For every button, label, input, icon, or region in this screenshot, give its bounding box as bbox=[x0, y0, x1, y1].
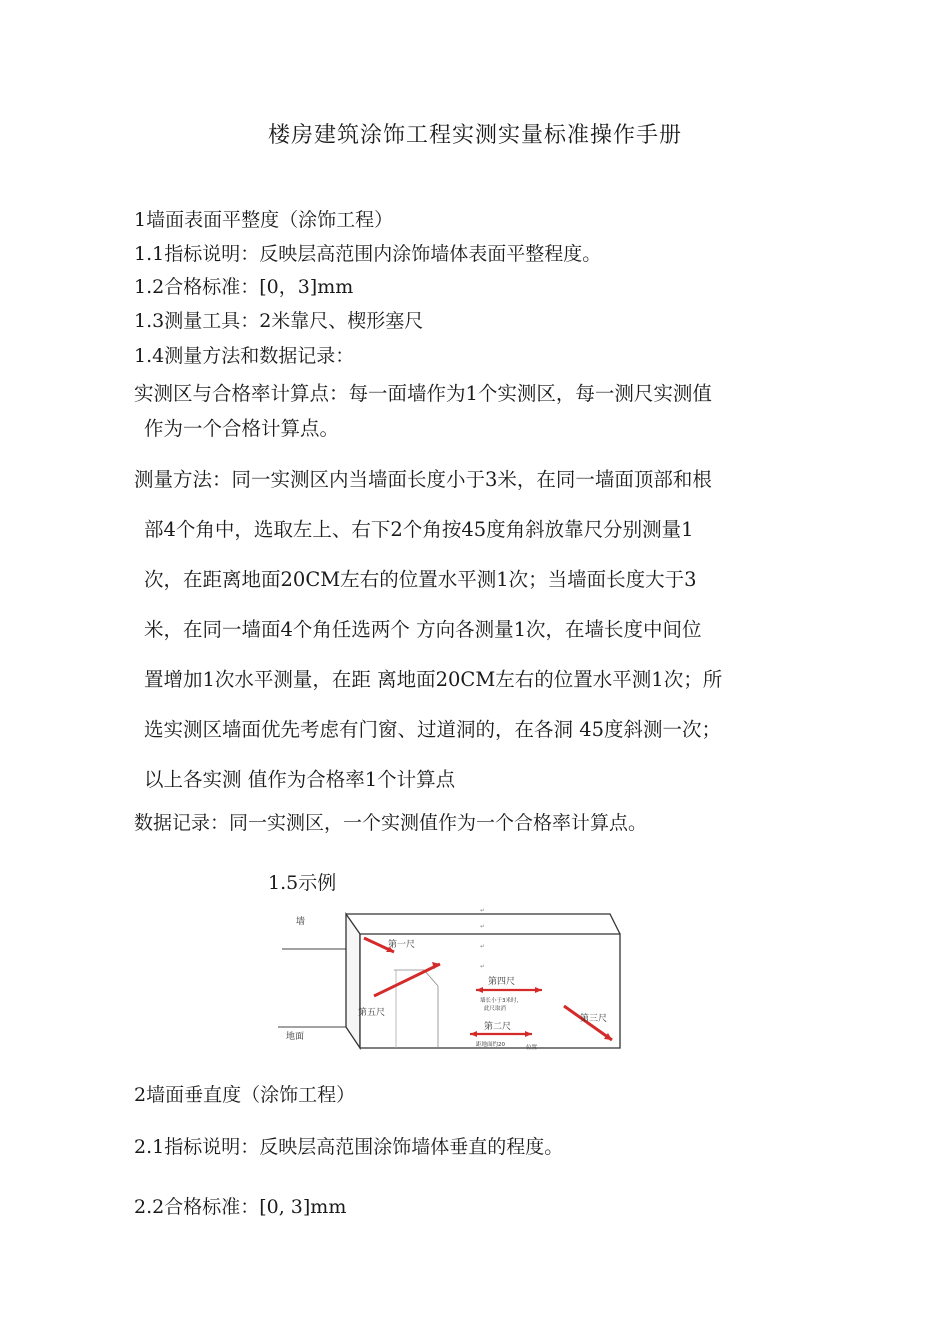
ruler-1-label: 第一尺 bbox=[388, 940, 416, 950]
calc-point-paragraph bbox=[134, 376, 824, 446]
section-1-heading: 1墙面表面平整度（涂饰工程） bbox=[134, 209, 394, 231]
method-line: 以上各实测 值作为合格率1个计算点 bbox=[144, 768, 456, 791]
item-1-2: 1.2合格标准：[0，3]mm bbox=[134, 276, 354, 298]
example-heading: 1.5示例 bbox=[268, 872, 337, 894]
return-mark: ↵ bbox=[480, 923, 486, 930]
return-mark: ↵ bbox=[480, 907, 486, 914]
ruler-3-label: 第三尺 bbox=[580, 1014, 608, 1024]
note-line-4: 位置 bbox=[526, 1045, 538, 1051]
calc-point-line-2: 作为一个合格计算点。 bbox=[144, 417, 340, 440]
method-line: 测量方法：同一实测区内当墙面长度小于3米，在同一墙面顶部和根 bbox=[134, 468, 712, 491]
method-line: 次，在距离地面20CM左右的位置水平测1次；当墙面长度大于3 bbox=[144, 568, 697, 591]
item-2-2: 2.2合格标准：[0, 3]mm bbox=[134, 1196, 347, 1218]
document-title: 楼房建筑涂饰工程实测实量标准操作手册 bbox=[267, 123, 682, 148]
item-1-4: 1.4测量方法和数据记录： bbox=[134, 345, 355, 367]
floor-label: 地面 bbox=[286, 1032, 305, 1042]
data-record-line: 数据记录：同一实测区，一个实测值作为一个合格率计算点。 bbox=[134, 812, 648, 834]
method-line: 选实测区墙面优先考虑有门窗、过道洞的，在各洞 45度斜测一次； bbox=[144, 718, 722, 741]
note-line-1: 墙长小于3米时， bbox=[480, 998, 522, 1004]
ruler-4-label: 第四尺 bbox=[488, 977, 516, 987]
wall-label: 墙 bbox=[296, 917, 306, 927]
wall-side-face bbox=[346, 914, 360, 1048]
method-line: 置增加1次水平测量，在距 离地面20CM左右的位置水平测1次；所 bbox=[144, 668, 723, 691]
item-1-3: 1.3测量工具：2米靠尺、楔形塞尺 bbox=[134, 310, 424, 332]
method-line: 米，在同一墙面4个角任选两个 方向各测量1次，在墙长度中间位 bbox=[144, 618, 702, 641]
method-paragraph bbox=[134, 455, 824, 805]
note-line-3: 距地面约20 bbox=[476, 1042, 505, 1048]
ruler-2-label: 第二尺 bbox=[484, 1022, 512, 1032]
return-mark: ↵ bbox=[480, 943, 486, 950]
ruler-5-label: 第五尺 bbox=[358, 1008, 386, 1018]
method-line: 部4个角中，选取左上、右下2个角按45度角斜放靠尺分别测量1 bbox=[144, 518, 694, 541]
note-line-2: 此尺取消 bbox=[484, 1006, 507, 1012]
section-2-heading: 2墙面垂直度（涂饰工程） bbox=[134, 1084, 356, 1106]
item-1-1: 1.1指标说明：反映层高范围内涂饰墙体表面平整程度。 bbox=[134, 243, 602, 265]
measurement-diagram bbox=[274, 906, 634, 1054]
calc-point-line-1: 实测区与合格率计算点：每一面墙作为1个实测区，每一测尺实测值 bbox=[134, 382, 712, 405]
item-2-1: 2.1指标说明：反映层高范围涂饰墙体垂直的程度。 bbox=[134, 1136, 564, 1158]
return-mark: ↵ bbox=[480, 963, 486, 970]
